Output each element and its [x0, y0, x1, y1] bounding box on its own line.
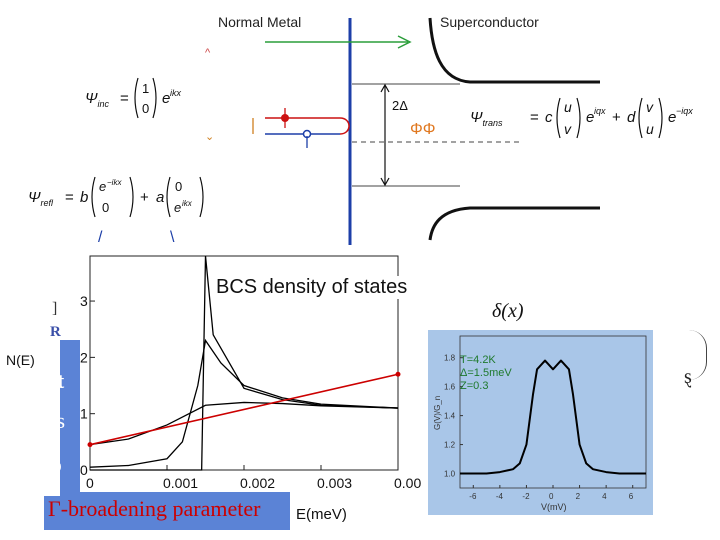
- superconductor-label: Superconductor: [440, 14, 539, 30]
- conductance-xtick-label: -6: [469, 492, 477, 501]
- svg-text:e: e: [162, 90, 171, 107]
- conductance-legend: [460, 354, 512, 393]
- dos-ylabel: N(E): [6, 352, 35, 368]
- conductance-ytick-label: 1.8: [444, 353, 456, 363]
- svg-text:c: c: [545, 109, 553, 126]
- conductance-ytick-label: 1.2: [444, 440, 456, 450]
- svg-text:ikx: ikx: [182, 199, 192, 208]
- conductance-ytick-label: 1.6: [444, 382, 456, 392]
- cooper-pair-glyph: ΦΦ: [410, 121, 436, 138]
- dos-xtick-label: 0.00: [394, 475, 422, 491]
- conductance-xtick-label: -2: [522, 492, 530, 501]
- conductance-ylabel: G(V)/G_n: [433, 395, 442, 430]
- svg-text:e: e: [586, 109, 595, 126]
- dos-ytick-label: 1: [80, 405, 88, 422]
- svg-text:e: e: [174, 200, 182, 215]
- psi-refl-equation: [28, 177, 203, 217]
- check-mark: ⌄: [205, 131, 215, 143]
- dos-ytick-label: 0: [80, 462, 88, 478]
- lambda-mark: ^: [205, 47, 211, 59]
- svg-text:iqx: iqx: [594, 106, 606, 116]
- conductance-xtick-label: -4: [495, 492, 503, 501]
- z-line: Z-b: [30, 452, 62, 477]
- delta-x-fragment: δ(x): [492, 300, 524, 322]
- right-edge-fragment: ȿ: [684, 366, 692, 388]
- conductance-ytick-label: 1.0: [444, 469, 456, 479]
- legend-z: Z=0.3: [460, 380, 489, 392]
- svg-text:Ψrefl: $\Psi_{refl}$: [28, 189, 53, 208]
- psi-inc-equation: [85, 78, 181, 118]
- svg-text:Ψtrans: $\Psi_{trans}$: [470, 109, 503, 128]
- dos-fit-end-point: [396, 372, 401, 377]
- svg-text:Ψinc: $\Psi_{inc}$: [85, 90, 109, 109]
- conductance-xtick-label: 0: [549, 492, 554, 501]
- svg-text:d: d: [627, 109, 636, 126]
- dos-ytick-label: 3: [80, 293, 88, 310]
- svg-text:−ikx: −ikx: [107, 178, 122, 187]
- dos-annotation: BCS density of states: [216, 276, 408, 298]
- gamma-line: Γ-broadening parameter: [48, 496, 261, 521]
- conductance-xtick-label: 4: [602, 492, 607, 501]
- dos-fit-start-point: [88, 442, 93, 447]
- svg-text:v: v: [564, 121, 571, 137]
- conductance-xtick-label: 6: [628, 492, 634, 501]
- svg-text:e: e: [668, 109, 677, 126]
- dos-xtick-label: 0: [86, 475, 94, 491]
- dos-ytick-label: 2: [80, 349, 88, 366]
- dos-xtick-label: 0.003: [317, 475, 353, 491]
- normal-metal-label: Normal Metal: [218, 14, 302, 30]
- legend-delta: Δ=1.5meV: [460, 367, 512, 379]
- dos-xlabel: E(meV): [296, 506, 347, 523]
- svg-text:0: 0: [102, 200, 110, 215]
- legend-temperature: T=4.2K: [460, 354, 496, 366]
- svg-text:a: a: [156, 189, 165, 206]
- svg-text:+: +: [612, 109, 621, 126]
- conductance-xlabel: V(mV): [541, 502, 567, 512]
- svg-text:−iqx: −iqx: [676, 106, 693, 116]
- svg-text:=: =: [530, 109, 539, 126]
- svg-text:u: u: [564, 99, 572, 115]
- nis-schematic: [0, 0, 720, 260]
- svg-text:+: +: [140, 189, 149, 206]
- delta-line: Δ−s: [30, 408, 66, 433]
- dos-xtick-label: 0.002: [240, 475, 276, 491]
- svg-text:v: v: [646, 99, 653, 115]
- slash-right: \: [170, 229, 175, 246]
- svg-text:b: b: [80, 189, 89, 206]
- left-r-mark: R: [50, 324, 61, 340]
- svg-text:1: 1: [142, 81, 150, 96]
- left-bracket-mark: ]: [52, 300, 58, 317]
- svg-text:0: 0: [142, 101, 150, 116]
- slash-left: /: [98, 229, 103, 246]
- svg-text:ikx: ikx: [170, 88, 181, 98]
- svg-text:u: u: [646, 121, 654, 137]
- two-delta-label: 2Δ: [392, 98, 408, 113]
- right-edge-bracket: [682, 330, 707, 380]
- dos-xtick-label: 0.001: [163, 475, 199, 491]
- svg-text:=: =: [120, 90, 129, 107]
- svg-text:0: 0: [175, 179, 183, 194]
- svg-text:e: e: [99, 179, 107, 194]
- svg-text:=: =: [65, 189, 74, 206]
- conductance-xtick-label: 2: [575, 492, 581, 501]
- fit-label: Fitt: [30, 368, 65, 393]
- conductance-ytick-label: 1.4: [444, 411, 456, 421]
